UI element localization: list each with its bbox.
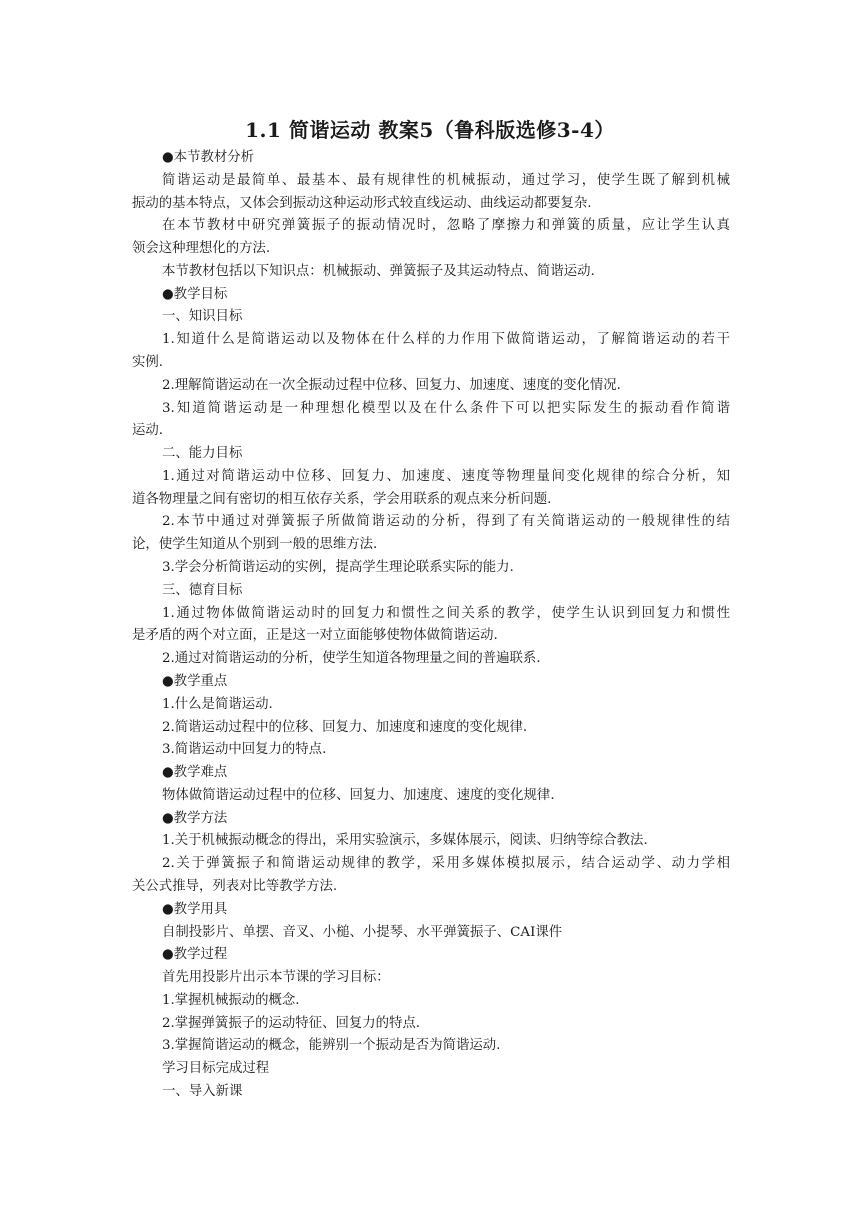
text-line: 1.通过对简谐运动中位移、回复力、加速度、速度等物理量间变化规律的综合分析，知 bbox=[162, 468, 730, 484]
text-line: 关公式推导，列表对比等教学方法. bbox=[132, 878, 338, 894]
text-line: 三、德育目标 bbox=[162, 582, 243, 598]
text-line: 运动. bbox=[132, 423, 164, 439]
text-line: 1.通过物体做简谐运动时的回复力和惯性之间关系的教学，使学生认识到回复力和惯性 bbox=[162, 605, 730, 621]
text-line: 简谐运动是最简单、最基本、最有规律性的机械振动，通过学习，使学生既了解到机械 bbox=[162, 172, 730, 188]
text-line: 本节教材包括以下知识点：机械振动、弹簧振子及其运动特点、简谐运动. bbox=[162, 263, 595, 279]
section-heading: ●教学难点 bbox=[162, 765, 228, 781]
text-line: 论，使学生知道从个别到一般的思维方法. bbox=[132, 537, 378, 553]
section-heading: ●教学目标 bbox=[162, 286, 228, 302]
text-line: 学习目标完成过程 bbox=[162, 1061, 270, 1077]
section-heading: ●教学用具 bbox=[162, 901, 228, 917]
document-title: 1.1 简谐运动 教案5（鲁科版选修3-4） bbox=[245, 118, 615, 142]
text-line: 二、能力目标 bbox=[162, 446, 243, 462]
text-line: 3.知道简谐运动是一种理想化模型以及在什么条件下可以把实际发生的振动看作简谐 bbox=[162, 400, 730, 416]
text-line: 自制投影片、单摆、音叉、小槌、小提琴、水平弹簧振子、CAI课件 bbox=[162, 924, 563, 940]
section-heading: ●教学重点 bbox=[162, 673, 228, 689]
text-line: 2.掌握弹簧振子的运动特征、回复力的特点. bbox=[162, 1015, 421, 1031]
text-line: 在本节教材中研究弹簧振子的振动情况时，忽略了摩擦力和弹簧的质量，应让学生认真 bbox=[162, 218, 730, 234]
text-line: 2.本节中通过对弹簧振子所做简谐运动的分析，得到了有关简谐运动的一般规律性的结 bbox=[162, 514, 730, 530]
text-line: 一、知识目标 bbox=[162, 309, 243, 325]
text-line: 1.知道什么是简谐运动以及物体在什么样的力作用下做简谐运动，了解简谐运动的若干 bbox=[162, 332, 730, 348]
text-line: 是矛盾的两个对立面，正是这一对立面能够使物体做简谐运动. bbox=[132, 628, 498, 644]
text-line: 2.通过对简谐运动的分析，使学生知道各物理量之间的普遍联系. bbox=[162, 651, 541, 667]
section-heading: ●本节教材分析 bbox=[162, 150, 255, 165]
text-line: 首先用投影片出示本节课的学习目标： bbox=[162, 970, 390, 986]
text-line: 2.关于弹簧振子和简谐运动规律的教学，采用多媒体模拟展示，结合运动学、动力学相 bbox=[162, 856, 730, 872]
section-heading: ●教学方法 bbox=[162, 810, 228, 826]
text-line: 实例. bbox=[132, 355, 164, 371]
text-line: 领会这种理想化的方法. bbox=[132, 241, 271, 257]
text-line: 2.理解简谐运动在一次全振动过程中位移、回复力、加速度、速度的变化情况. bbox=[162, 377, 621, 393]
text-line: 道各物理量之间有密切的相互依存关系，学会用联系的观点来分析问题. bbox=[132, 491, 552, 507]
text-line: 3.掌握简谐运动的概念，能辨别一个振动是否为简谐运动. bbox=[162, 1038, 501, 1054]
section-heading: ●教学过程 bbox=[162, 947, 228, 963]
text-line: 3.学会分析简谐运动的实例，提高学生理论联系实际的能力. bbox=[162, 560, 514, 576]
text-line: 2.简谐运动过程中的位移、回复力、加速度和速度的变化规律. bbox=[162, 719, 528, 735]
text-line: 1.掌握机械振动的概念. bbox=[162, 992, 300, 1008]
text-line: 1.什么是简谐运动. bbox=[162, 696, 273, 712]
text-line: 1.关于机械振动概念的得出，采用实验演示，多媒体展示，阅读、归纳等综合教法. bbox=[162, 833, 648, 849]
text-line: 振动的基本特点，又体会到振动这种运动形式较直线运动、曲线运动都要复杂. bbox=[132, 195, 592, 211]
text-line: 一、导入新课 bbox=[162, 1083, 243, 1099]
text-line: 3.简谐运动中回复力的特点. bbox=[162, 742, 327, 758]
text-line: 物体做简谐运动过程中的位移、回复力、加速度、速度的变化规律. bbox=[162, 787, 555, 803]
